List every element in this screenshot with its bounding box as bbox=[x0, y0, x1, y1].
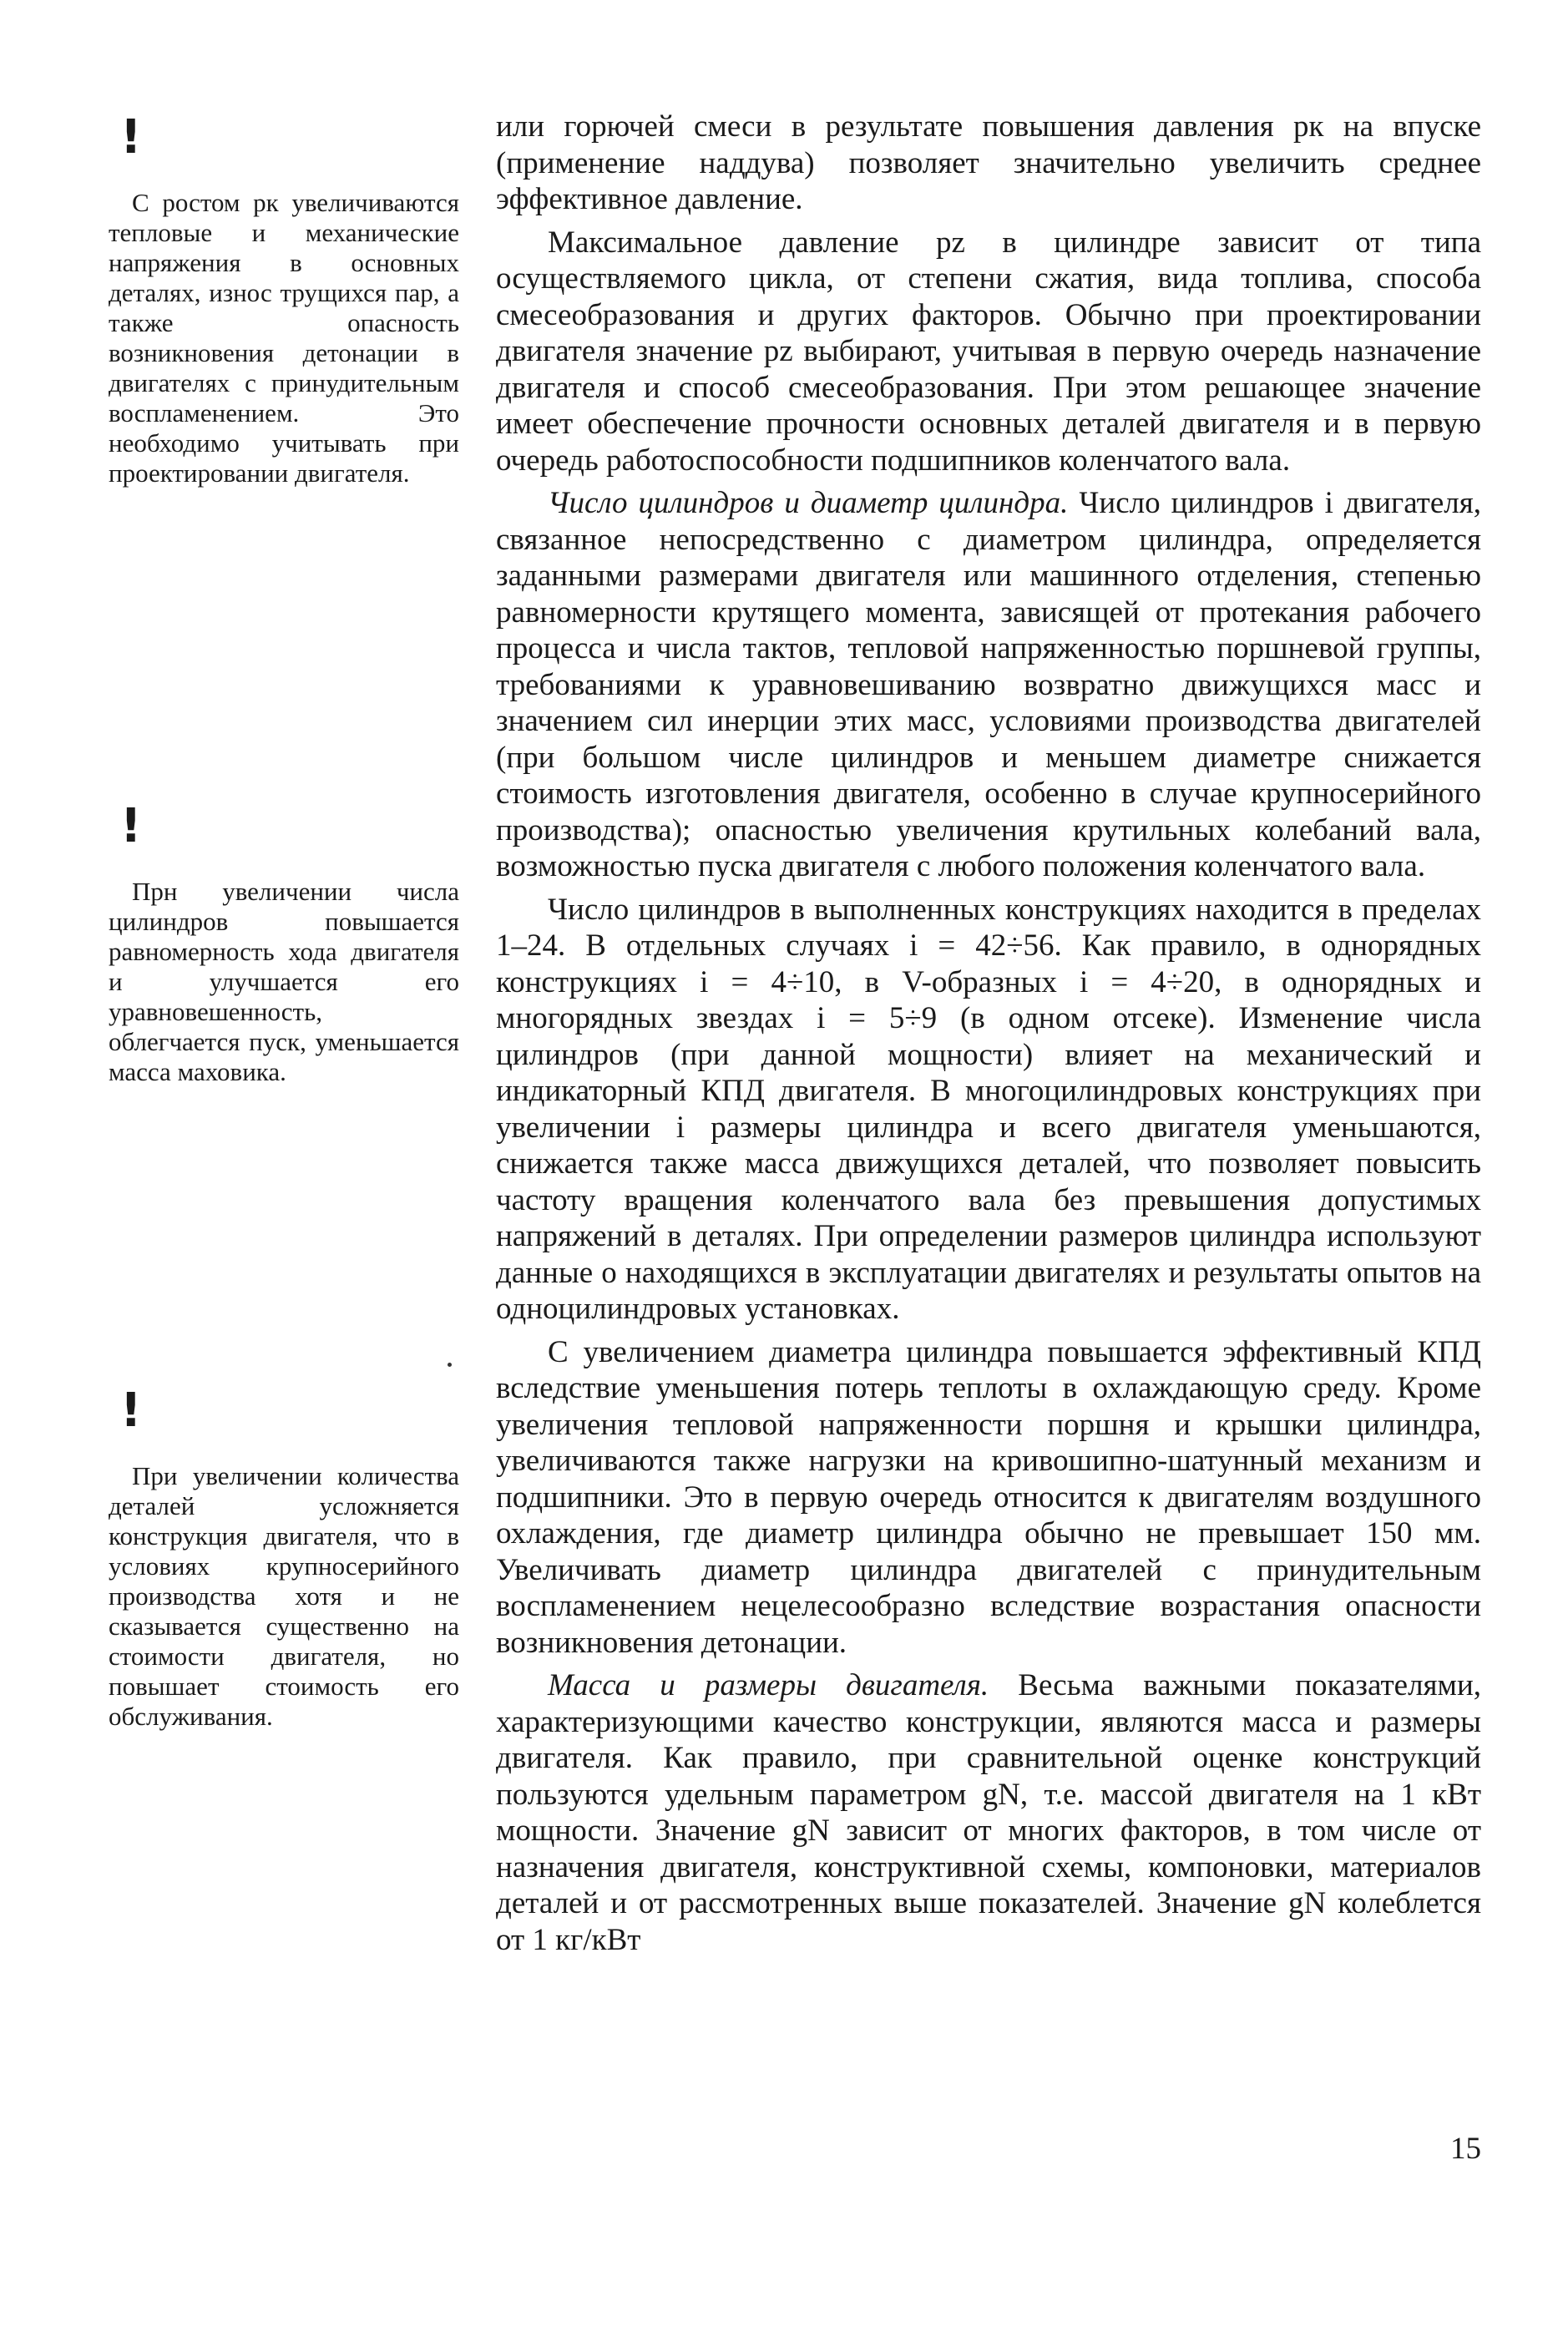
section-heading-cylinders: Число цилиндров и диаметр цилиндра. bbox=[548, 486, 1069, 520]
margin-note-text: При увеличении количества деталей усложняется конструкция двигателя, что в условиях крупносерийного производства хотя и не сказывается существенно на стоимости двигателя, но повышает стоимость его обслуживания. bbox=[109, 1461, 459, 1731]
margin-note-1 bbox=[109, 110, 459, 488]
page-number: 15 bbox=[1450, 2132, 1481, 2166]
margin-note-3 bbox=[109, 1386, 459, 1732]
margin-note-text: Прн увеличении числа цилиндров повышается равномерность хода двигателя и улучшается его уравновешенность, облегчается пуск, уменьшается масса маховика. bbox=[109, 877, 459, 1086]
exclamation-icon: ! bbox=[120, 110, 142, 164]
paragraph-1: или горючей смеси в результате повышения давления pк на впуске (применение наддува) позволяет значительно увеличить среднее эффективное давление. bbox=[496, 109, 1481, 216]
paragraph-3 bbox=[496, 485, 1481, 885]
exclamation-icon: ! bbox=[120, 1384, 142, 1438]
margin-note-text: С ростом pк увеличиваются тепловые и механические напряжения в основных деталях, износ трущихся пар, а также опасность возникновения детонации в двигателях с принудительным воспламенением. Это необходимо учитывать при проектировании двигателя. bbox=[109, 188, 459, 488]
paragraph-4: Число цилиндров в выполненных конструкциях находится в пределах 1–24. В отдельных случаях i = 42÷56. Как правило, в однорядных конструкциях i = 4÷10, в V-образных i = 4÷20, в однорядных и многорядных звездах i = 5÷9 (в одном отсеке). Изменение числа цилиндров (при данной мощности) влияет на механический и индикаторный КПД двигателя. В многоцилиндровых конструкциях при увеличении i размеры цилиндра и всего двигателя уменьшаются, снижается также масса движущихся деталей, что позволяет повысить частоту вращения коленчатого вала без превышения допустимых напряжений в деталях. При определении размеров цилиндра используют данные о находящихся в эксплуатации двигателях и результаты опытов на одноцилиндровых установках. bbox=[496, 892, 1481, 1326]
speck-mark bbox=[448, 1363, 452, 1367]
main-text-column bbox=[496, 109, 1481, 1965]
paragraph-6-text: Весьма важными показателями, характеризующими качество конструкции, являются масса и размеры двигателя. Как правило, при сравнительной оценке конструкций пользуются удельным параметром gN, т.е. массой двигателя на 1 кВт мощности. Значение gN зависит от многих факторов, в том числе от назначения двигателя, конструктивной схемы, компоновки, материалов деталей и от рассмотренных выше показателей. Значение gN колеблется от 1 кг/кВт bbox=[496, 1668, 1482, 1957]
exclamation-icon: ! bbox=[120, 799, 142, 853]
paragraph-6 bbox=[496, 1667, 1481, 1958]
paragraph-3-text: Число цилиндров i двигателя, связанное непосредственно с диаметром цилиндра, определяется заданными размерами двигателя или машинного отделения, степенью равномерности крутящего момента, зависящей от протекания рабочего процесса и числа тактов, тепловой напряженностью поршневой группы, требованиями к уравновешиванию возвратно движущихся масс и значением сил инерции этих масс, условиями производства двигателей (при большом числе цилиндров и меньшем диаметре снижается стоимость изготовления двигателя, особенно в случае крупносерийного производства); опасностью увеличения крутильных колебаний вала, возможностью пуска двигателя с любого положения коленчатого вала. bbox=[496, 486, 1481, 883]
section-heading-mass: Масса и размеры двигателя. bbox=[548, 1668, 989, 1702]
paragraph-2: Максимальное давление pz в цилиндре зависит от типа осуществляемого цикла, от степени сжатия, вида топлива, способа смесеобразования и других факторов. Обычно при проектировании двигателя значение pz выбирают, учитывая в первую очередь назначение двигателя и способ смесеобразования. При этом решающее значение имеет обеспечение прочности основных деталей двигателя и в первую очередь работоспособности подшипников коленчатого вала. bbox=[496, 225, 1481, 478]
margin-note-2 bbox=[109, 799, 459, 1087]
paragraph-5: С увеличением диаметра цилиндра повышается эффективный КПД вследствие уменьшения потерь теплоты в охлаждающую среду. Кроме увеличения тепловой напряженности поршня и крышки цилиндра, увеличиваются также нагрузки на кривошипно-шатунный механизм и подшипники. Это в первую очередь относится к двигателям воздушного охлаждения, где диаметр цилиндра обычно не превышает 150 мм. Увеличивать диаметр цилиндра двигателей с принудительным воспламенением нецелесообразно вследствие возрастания опасности возникновения детонации. bbox=[496, 1334, 1481, 1660]
